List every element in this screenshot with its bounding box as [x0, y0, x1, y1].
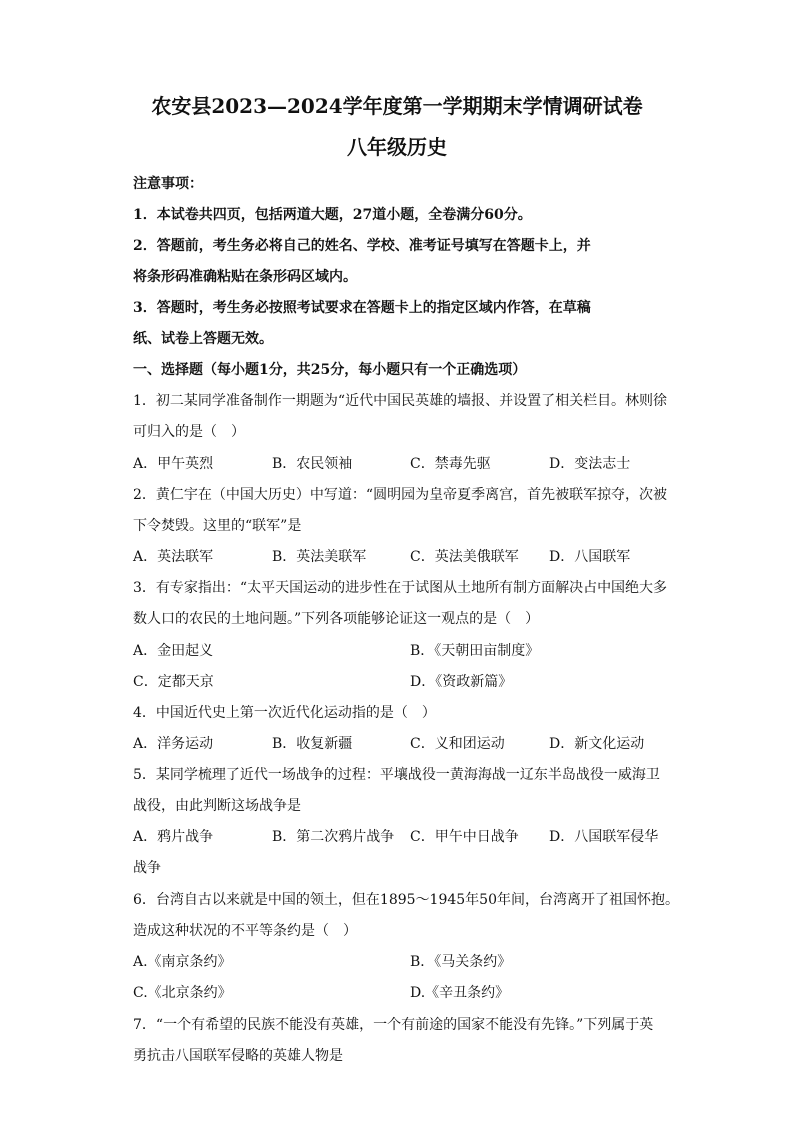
- question-7-text: 勇抗击八国联军侵略的英雄人物是: [133, 1048, 343, 1064]
- question-2-option-d: D．八国联军: [549, 549, 631, 565]
- question-5-option-b: B．第二次鸦片战争: [272, 829, 395, 845]
- question-1-text: 1．初二某同学准备制作一期题为“近代中国民英雄的墙报、并设置了相关栏目。林则徐: [133, 393, 668, 409]
- question-6-option-c: C.《北京条约》: [133, 985, 232, 1001]
- note-line: 将条形码准确粘贴在条形码区域内。: [133, 269, 357, 285]
- question-5-text: 战役，由此判断这场战争是: [133, 798, 301, 814]
- section-heading: 一、选择题（每小题1分，共25分，每小题只有一个正确选项）: [133, 362, 527, 378]
- question-1-text: 可归入的是（ ）: [133, 424, 245, 440]
- question-2-option-a: A．英法联军: [133, 549, 214, 565]
- question-3-text: 3．有专家指出：“太平天国运动的进步性在于试图从土地所有制方面解决占中国绝大多: [133, 580, 668, 596]
- note-line: 2．答题前，考生务必将自己的姓名、学校、准考证号填写在答题卡上，并: [133, 238, 591, 254]
- question-3-option-a: A．金田起义: [133, 643, 214, 659]
- question-6-option-b: B．《马关条约》: [410, 954, 512, 970]
- question-7-text: 7．“一个有希望的民族不能没有英雄，一个有前途的国家不能没有先锋。”下列属于英: [133, 1017, 654, 1033]
- question-4-option-a: A．洋务运动: [133, 736, 214, 752]
- question-2-option-c: C．英法美俄联军: [410, 549, 519, 565]
- note-line: 1．本试卷共四页，包括两道大题，27道小题，全卷满分60分。: [133, 207, 532, 223]
- question-2-text: 2．黄仁宇在（中国大历史）中写道：“圆明园为皇帝夏季离宫，首先被联军掠夺，次被: [133, 487, 668, 503]
- question-1-option-b: B．农民领袖: [272, 456, 353, 472]
- question-5-option-c: C．甲午中日战争: [410, 829, 519, 845]
- question-3-option-d: D．《资政新篇》: [410, 674, 513, 690]
- question-5-option-d-continued: 战争: [133, 860, 161, 876]
- question-5-text: 5．某同学梳理了近代一场战争的过程：平壤战役一黄海海战一辽东半岛战役一威海卫: [133, 767, 660, 783]
- question-6-option-a: A.《南京条约》: [133, 954, 232, 970]
- exam-title: 农安县2023—2024学年度第一学期期末学情调研试卷: [151, 94, 643, 118]
- question-2-text: 下令焚毁。这里的“联军”是: [133, 518, 302, 534]
- question-6-option-d: D.《辛丑条约》: [410, 985, 510, 1001]
- question-5-option-a: A．鸦片战争: [133, 829, 214, 845]
- question-4-option-b: B．收复新疆: [272, 736, 353, 752]
- question-1-option-d: D．变法志士: [549, 456, 631, 472]
- question-6-text: 6．台湾自古以来就是中国的领土，但在1895～1945年50年间，台湾离开了祖国怀抱。: [133, 892, 679, 908]
- question-4-text: 4．中国近代史上第一次近代化运动指的是（ ）: [133, 705, 436, 721]
- question-1-option-a: A．甲午英烈: [133, 456, 214, 472]
- question-5-option-d: D．八国联军侵华: [549, 829, 659, 845]
- exam-subtitle: 八年级历史: [347, 135, 447, 159]
- note-line: 3．答题时，考生务必按照考试要求在答题卡上的指定区域内作答，在草稿: [133, 300, 591, 316]
- notes-heading: 注意事项：: [133, 176, 203, 192]
- question-3-text: 数人口的农民的土地问题。”下列各项能够论证这一观点的是（ ）: [133, 611, 540, 627]
- question-6-text: 造成这种状况的不平等条约是（ ）: [133, 923, 357, 939]
- note-line: 纸、试卷上答题无效。: [133, 331, 273, 347]
- question-4-option-d: D．新文化运动: [549, 736, 645, 752]
- question-4-option-c: C．义和团运动: [410, 736, 505, 752]
- question-1-option-c: C．禁毒先驱: [410, 456, 491, 472]
- question-3-option-b: B．《天朝田亩制度》: [410, 643, 540, 659]
- question-2-option-b: B．英法美联军: [272, 549, 367, 565]
- question-3-option-c: C．定都天京: [133, 674, 214, 690]
